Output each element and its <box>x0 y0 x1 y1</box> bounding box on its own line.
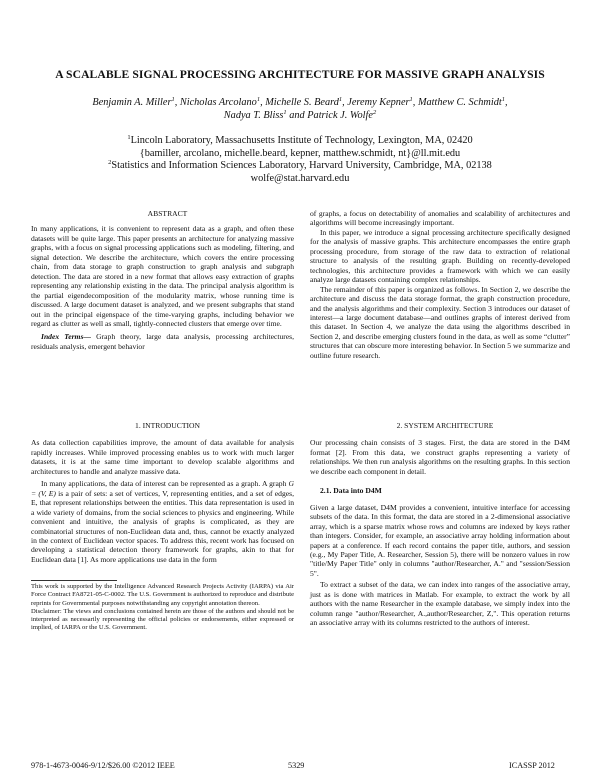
intro-paragraph-1: As data collection capabilities improve, the amount of data available for analysis rapidly increases. While improved processing enables us to work with much larger datasets, it is at the same time important to develop scalable algorithms and architectures to handle and analyze massive data. <box>31 438 294 476</box>
intro-paragraph-4: In this paper, we introduce a signal processing architecture specifically designed for the analysis of massive graphs. This architecture encompasses the entire graph processing procedure, from storage of the raw data to extraction of relational structure to analysis of the resulting graph. Building on recently-developed technologies, this architecture provides a framework with which we can easily analyze large datasets containing complex relationships. <box>310 227 570 285</box>
author: Nicholas Arcolano$^1$, <box>179 96 266 108</box>
affiliations <box>60 135 540 185</box>
footer-venue: ICASSP 2012 <box>509 761 555 770</box>
author-list <box>40 96 560 122</box>
intro-paragraph-2: In many applications, the data of interest can be represented as a graph. A graph G = (V, E) is a pair of sets: a set of vertices, V, representing entities, and a set of edges, E, that represent relationships between the entities. This data representation is used in a wide variety of domains, from the social sciences to physics and engineering. While convenient and intuitive, the analysis of graphs is complicated, as they are combinatorial structures of non-Euclidean data and, thus, cannot be exactly analyzed in the context of Euclidean vector spaces. To address this, recent work has focused on developing a statistical detection theory framework for graphs, akin to that for Euclidean data [1]. As more applications use data in the form <box>31 479 294 564</box>
author: Patrick J. Wolfe$^2$ <box>307 109 377 121</box>
abstract-section <box>31 209 294 351</box>
introduction-section <box>31 421 294 564</box>
author: Benjamin A. Miller$^1$, <box>92 96 180 108</box>
footer-isbn: 978-1-4673-0046-9/12/$26.00 ©2012 IEEE <box>31 761 175 770</box>
email-2: wolfe@stat.harvard.edu <box>250 172 350 184</box>
system-architecture-section <box>310 421 570 628</box>
email-1: {bamiller, arcolano, michelle.beard, kepner, matthew.schmidt, nt}@ll.mit.edu <box>139 147 461 159</box>
subsection-heading: 2.1. Data into D4M <box>320 486 382 496</box>
introduction-heading: 1. INTRODUCTION <box>135 421 200 430</box>
paper-title: A SCALABLE SIGNAL PROCESSING ARCHITECTURE FOR MASSIVE GRAPH ANALYSIS <box>55 68 545 81</box>
affiliation-1: $^1$Lincoln Laboratory, Massachusetts Institute of Technology, Lexington, MA, 02420 <box>127 134 473 146</box>
system-architecture-heading: 2. SYSTEM ARCHITECTURE <box>396 421 494 430</box>
author: Jeremy Kepner$^1$, <box>347 96 418 108</box>
abstract-text: In many applications, it is convenient to represent data as a graph, and often these datasets will be quite large. This paper presents an architecture for analyzing massive graphs, with a focus on signal processing applications such as modeling, filtering, and signal detection. We describe the architecture, which covers the entire processing chain, from data storage to graph construction to graph analysis and subgraph detection. The data are stored in a new format that allows easy extraction of graphs representing any relationship existing in the data. The principal analysis algorithm is the partial eigendecomposition of the modularity matrix, whose running time is discussed. A large document dataset is analyzed, and we present subgraphs that stand out in the principal eigenspace of the time-varying graphs, including behavior we regard as clutter as well as small, tightly-connected clusters that emerge over time. <box>31 224 294 328</box>
footer-page-number: 5329 <box>288 761 305 770</box>
system-paragraph: Our processing chain consists of 3 stages. First, the data are stored in the D4M format [2]. From this data, we construct graphs representing a variety of relationships. We then run analysis algorithms on the resulting graphs. In this section we describe each component in detail. <box>310 438 570 476</box>
abstract-heading: ABSTRACT <box>147 209 188 218</box>
footnote-disclaimer: Disclaimer: The views and conclusions contained herein are those of the authors and should not be interpreted as necessarily representing the official policies or endorsements, either expressed or implied, of IARPA or the U.S. Government. <box>31 607 294 632</box>
d4m-paragraph-1: Given a large dataset, D4M provides a convenient, intuitive interface for accessing subsets of the data. In this format, the data are stored in a 2-dimensional associative array, which is a sparse matrix whose rows and columns are indexed by keys rather than integers. Consider, for example, an associative array holding information about papers at a conference. If each record contains the paper title, authors, and session (e.g., My Paper Title, A. Researcher, Session 5), there will be nonzero values in row "title/My Paper Title" only in columns "author/Researcher, A." and "session/Session 5". <box>310 502 570 578</box>
right-column <box>310 209 570 360</box>
footnote <box>31 583 294 633</box>
footnote-funding: This work is supported by the Intelligence Advanced Research Projects Activity (IARPA) via Air Force Contract FA8721-05-C-0002. The U.S. Government is authorized to reproduce and distribute reprints for Governmental purposes notwithstanding any copyright annotation thereon. <box>31 583 294 607</box>
author: Nadya T. Bliss$^1$ and <box>223 109 308 121</box>
author: Michelle S. Beard$^1$, <box>265 96 348 108</box>
author: Matthew C. Schmidt$^1$, <box>417 96 508 108</box>
footnote-rule <box>31 580 117 581</box>
index-terms: Index Terms— Graph theory, large data analysis, processing architectures, residuals analysis, emergent behavior <box>31 332 294 351</box>
intro-paragraph-5: The remainder of this paper is organized as follows. In Section 2, we describe the architecture and discuss the data storage format, the graph construction procedure, and the analysis algorithms and their complexity. Section 3 introduces our dataset of interest—a large document database—and outlines graphs of interest derived from this dataset. In Section 4, we analyze the data using the algorithms described in Section 2, and describe emerging clusters found in the data, as well as some “clutter” structures that can obscure more interesting behavior. In Section 5 we summarize and outline future research. <box>310 284 570 360</box>
d4m-paragraph-2: To extract a subset of the data, we can index into ranges of the associative array, just as is done with matrices in Matlab. For example, to extract the work by all authors with the name Researcher in the example database, we simply index into the column range "author/Researcher, A.,author/Researcher, Z,". This operation returns an associative array with its columns restricted to the authors of interest. <box>310 580 570 628</box>
intro-paragraph-3: of graphs, a focus on detectability of anomalies and scalability of architectures and algorithms will become increasingly important. <box>310 209 570 228</box>
affiliation-2: $^2$Statistics and Information Sciences Laboratory, Harvard University, Cambridge, MA, 02138 <box>108 159 492 172</box>
